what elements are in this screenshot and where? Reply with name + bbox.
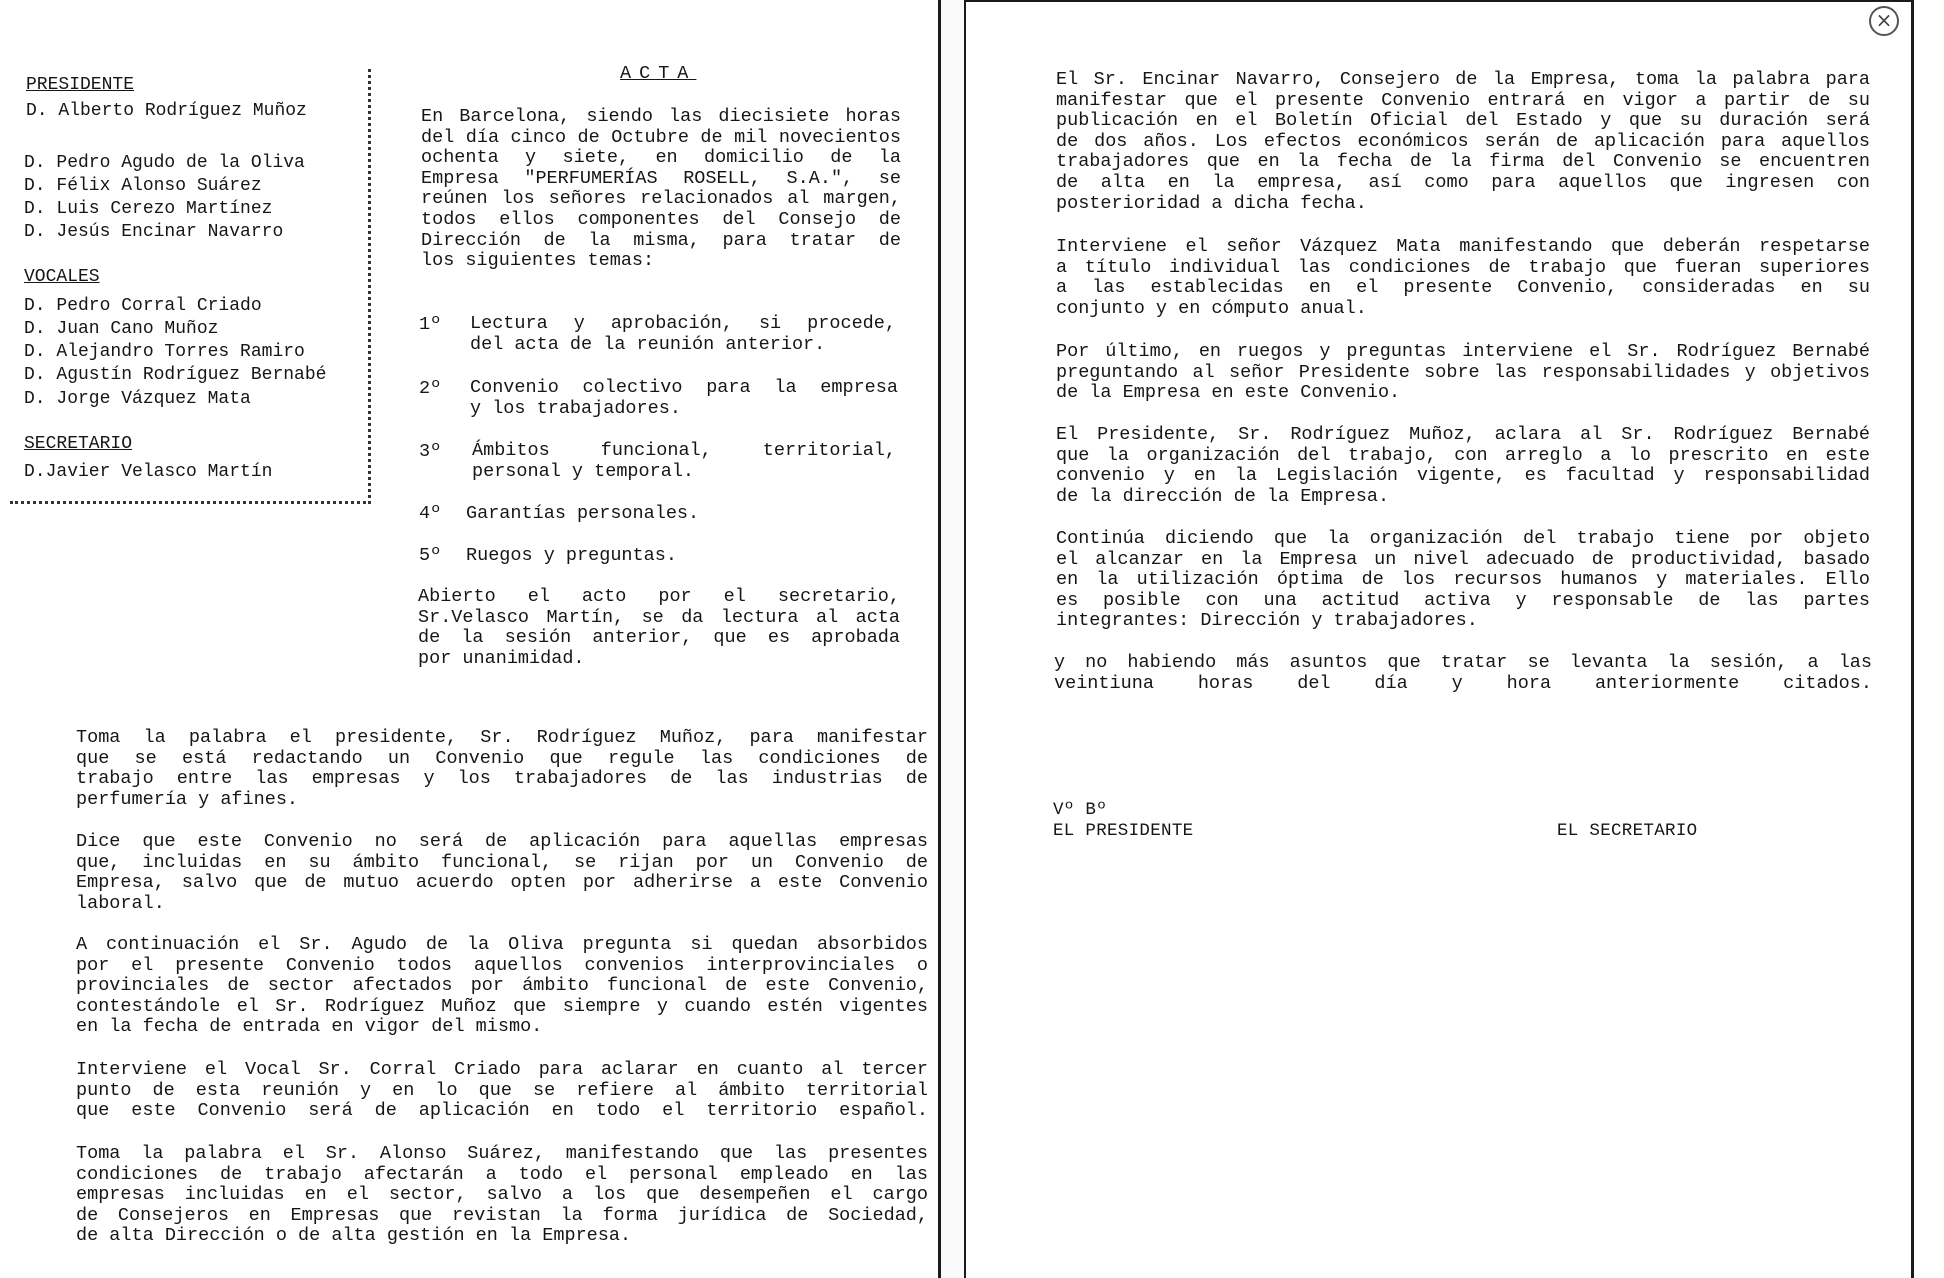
text-line: punto de esta reunión y en lo que se refiere al ámbito territorial [76, 1079, 928, 1101]
presidente-label: PRESIDENTE [26, 75, 135, 95]
vocal-name: D. Jorge Vázquez Mata [24, 389, 251, 409]
text-line: provinciales de sector afectados por ámbito funcional de este Convenio, [76, 975, 928, 997]
paragraph [1056, 70, 1870, 214]
text-line: Empresa "PERFUMERÍAS ROSELL, S.A.", se [421, 167, 901, 189]
text-line: Abierto el acto por el secretario, [418, 586, 900, 607]
page-gutter [941, 0, 964, 1278]
agenda-number: 4º [419, 503, 442, 524]
vocal-name: D. Pedro Corral Criado [24, 296, 262, 316]
text-line: Continúa diciendo que la organización del trabajo tiene por objeto [1056, 528, 1870, 549]
text-line: en la fecha de entrada en vigor del mismo. [76, 1016, 543, 1038]
agenda-item: Ruegos y preguntas. [466, 545, 677, 566]
paragraph [76, 832, 928, 914]
paragraph [76, 728, 928, 810]
text-line: y no habiendo más asuntos que tratar se levanta la sesión, a las [1054, 652, 1872, 673]
agenda-number: 2º [419, 378, 442, 399]
text-line: conjunto y en cómputo anual. [1056, 297, 1367, 319]
secretario-label: SECRETARIO [24, 434, 133, 454]
text-line: veintiuna horas del día y hora anteriormente citados. [1054, 672, 1872, 694]
signature-presidente: EL PRESIDENTE [1053, 821, 1194, 841]
text-line: condiciones de trabajo afectarán a todo el personal empleado en las [76, 1163, 928, 1185]
text-line: manifestar que el presente Convenio entrará en vigor a partir de su [1056, 89, 1870, 111]
visto-bueno: Vº Bº [1053, 800, 1108, 820]
text-line: trabajo entre las empresas y los trabajadores de las industrias de [76, 768, 928, 790]
text-line: que la organización del trabajo, con arreglo a lo prescrito en este [1056, 444, 1870, 466]
vocal-name: D. Alejandro Torres Ramiro [24, 342, 305, 362]
text-line: laboral. [76, 892, 165, 914]
text-line: integrantes: Dirección y trabajadores. [1056, 610, 1478, 632]
vocales-label: VOCALES [24, 267, 100, 287]
paragraph [76, 1060, 928, 1122]
left-page [0, 0, 941, 1278]
text-line: Por último, en ruegos y preguntas interviene el Sr. Rodríguez Bernabé [1056, 341, 1870, 362]
agenda-number: 5º [419, 545, 442, 566]
text-line: reúnen los señores relacionados al margen, [421, 188, 901, 210]
agenda-item [470, 314, 896, 355]
acta-intro [421, 107, 901, 272]
signature-secretario: EL SECRETARIO [1557, 821, 1698, 841]
text-line: Convenio colectivo para la empresa [470, 377, 898, 398]
text-line: que este Convenio será de aplicación en todo el territorio español. [76, 1100, 928, 1122]
text-line: por unanimidad. [418, 647, 585, 669]
acta-apertura [418, 587, 900, 669]
agenda-number: 1º [419, 314, 442, 335]
text-line: trabajadores que en la fecha de la firma del Convenio se encuentren [1056, 151, 1870, 173]
text-line: publicación en el Boletín Oficial del Estado y que su duración será [1056, 110, 1870, 132]
text-line: Lectura y aprobación, si procede, [470, 313, 896, 334]
text-line: del día cinco de Octubre de mil novecientos [421, 126, 901, 148]
text-line: de la Empresa en este Convenio. [1056, 382, 1401, 404]
text-line: preguntando al señor Presidente sobre las responsabilidades y objetivos [1056, 361, 1870, 383]
text-line: de dos años. Los efectos económicos serán de aplicación para aquellos [1056, 130, 1870, 152]
text-line: el alcanzar en la Empresa un nivel adecuado de productividad, basado [1056, 548, 1870, 570]
consejero-name: D. Pedro Agudo de la Oliva [24, 153, 305, 173]
text-line: los siguientes temas: [421, 250, 655, 272]
close-icon[interactable]: × [1869, 6, 1899, 36]
text-line: Interviene el señor Vázquez Mata manifestando que deberán respetarse [1056, 236, 1870, 257]
text-line: perfumería y afines. [76, 788, 299, 810]
consejero-name: D. Luis Cerezo Martínez [24, 199, 273, 219]
text-line: de la dirección de la Empresa. [1056, 485, 1390, 507]
right-page [964, 0, 1914, 1278]
acta-title: ACTA [620, 63, 697, 84]
paragraph [1056, 237, 1870, 319]
paragraph [1056, 529, 1870, 632]
text-line: a título individual las condiciones de trabajo que fueran superiores [1056, 256, 1870, 278]
agenda-number: 3º [419, 441, 442, 462]
paragraph [76, 1144, 928, 1247]
presidente-name: D. Alberto Rodríguez Muñoz [26, 101, 307, 121]
vocal-name: D. Juan Cano Muñoz [24, 319, 219, 339]
paragraph [1056, 342, 1870, 404]
agenda-item [470, 378, 898, 419]
text-line: del acta de la reunión anterior. [470, 333, 826, 355]
text-line: Toma la palabra el Sr. Alonso Suárez, manifestando que las presentes [76, 1143, 928, 1164]
consejero-name: D. Jesús Encinar Navarro [24, 222, 284, 242]
text-line: en la utilización óptima de los recursos humanos y materiales. Ello [1056, 569, 1870, 591]
text-line: que se está redactando un Convenio que regule las condiciones de [76, 747, 928, 769]
text-line: de alta en la empresa, así como para aquellos que ingresen con [1056, 171, 1870, 193]
text-line: personal y temporal. [472, 460, 695, 482]
text-line: Empresa, salvo que de mutuo acuerdo opten por adherirse a este Convenio [76, 872, 928, 894]
text-line: A continuación el Sr. Agudo de la Oliva pregunta si quedan absorbidos [76, 934, 928, 955]
text-line: a las establecidas en el presente Convenio, consideradas en su [1056, 277, 1870, 299]
text-line: Toma la palabra el presidente, Sr. Rodríguez Muñoz, para manifestar [76, 727, 928, 748]
paragraph [1054, 653, 1872, 694]
paragraph [1056, 425, 1870, 507]
attendees-sidebar [10, 69, 371, 504]
paragraph [76, 935, 928, 1038]
text-line: de alta Dirección o de alta gestión en la Empresa. [76, 1225, 632, 1247]
text-line: contestándole el Sr. Rodríguez Muñoz que siempre y cuando estén vigentes [76, 995, 928, 1017]
text-line: y los trabajadores. [470, 397, 681, 419]
text-line: que, incluidas en su ámbito funcional, se rijan por un Convenio de [76, 851, 928, 873]
agenda-item: Garantías personales. [466, 503, 700, 524]
secretario-name: D.Javier Velasco Martín [24, 462, 273, 482]
text-line: Dice que este Convenio no será de aplicación para aquellas empresas [76, 831, 928, 852]
vocal-name: D. Agustín Rodríguez Bernabé [24, 365, 327, 385]
text-line: por el presente Convenio todos aquellos convenios interprovinciales o [76, 954, 928, 976]
text-line: ochenta y siete, en domicilio de la [421, 147, 901, 169]
text-line: El Presidente, Sr. Rodríguez Muñoz, aclara al Sr. Rodríguez Bernabé [1056, 424, 1870, 445]
text-line: convenio y en la Legislación vigente, es facultad y responsabilidad [1056, 465, 1870, 487]
text-line: posterioridad a dicha fecha. [1056, 192, 1367, 214]
text-line: de la sesión anterior, que es aprobada [418, 627, 900, 649]
text-line: empresas incluidas en el sector, salvo a los que desempeñen el cargo [76, 1184, 928, 1206]
text-line: todos ellos componentes del Consejo de [421, 208, 901, 230]
text-line: es posible con una actitud activa y responsable de las partes [1056, 589, 1870, 611]
text-line: de Consejeros en Empresas que revistan la forma jurídica de Sociedad, [76, 1204, 928, 1226]
agenda-item [472, 441, 896, 482]
text-line: El Sr. Encinar Navarro, Consejero de la Empresa, toma la palabra para [1056, 69, 1870, 90]
text-line: Sr.Velasco Martín, se da lectura al acta [418, 606, 900, 628]
text-line: Ámbitos funcional, territorial, [472, 440, 896, 461]
text-line: Dirección de la misma, para tratar de [421, 229, 901, 251]
text-line: En Barcelona, siendo las diecisiete horas [421, 106, 901, 127]
text-line: Interviene el Vocal Sr. Corral Criado para aclarar en cuanto al tercer [76, 1059, 928, 1080]
consejero-name: D. Félix Alonso Suárez [24, 176, 262, 196]
